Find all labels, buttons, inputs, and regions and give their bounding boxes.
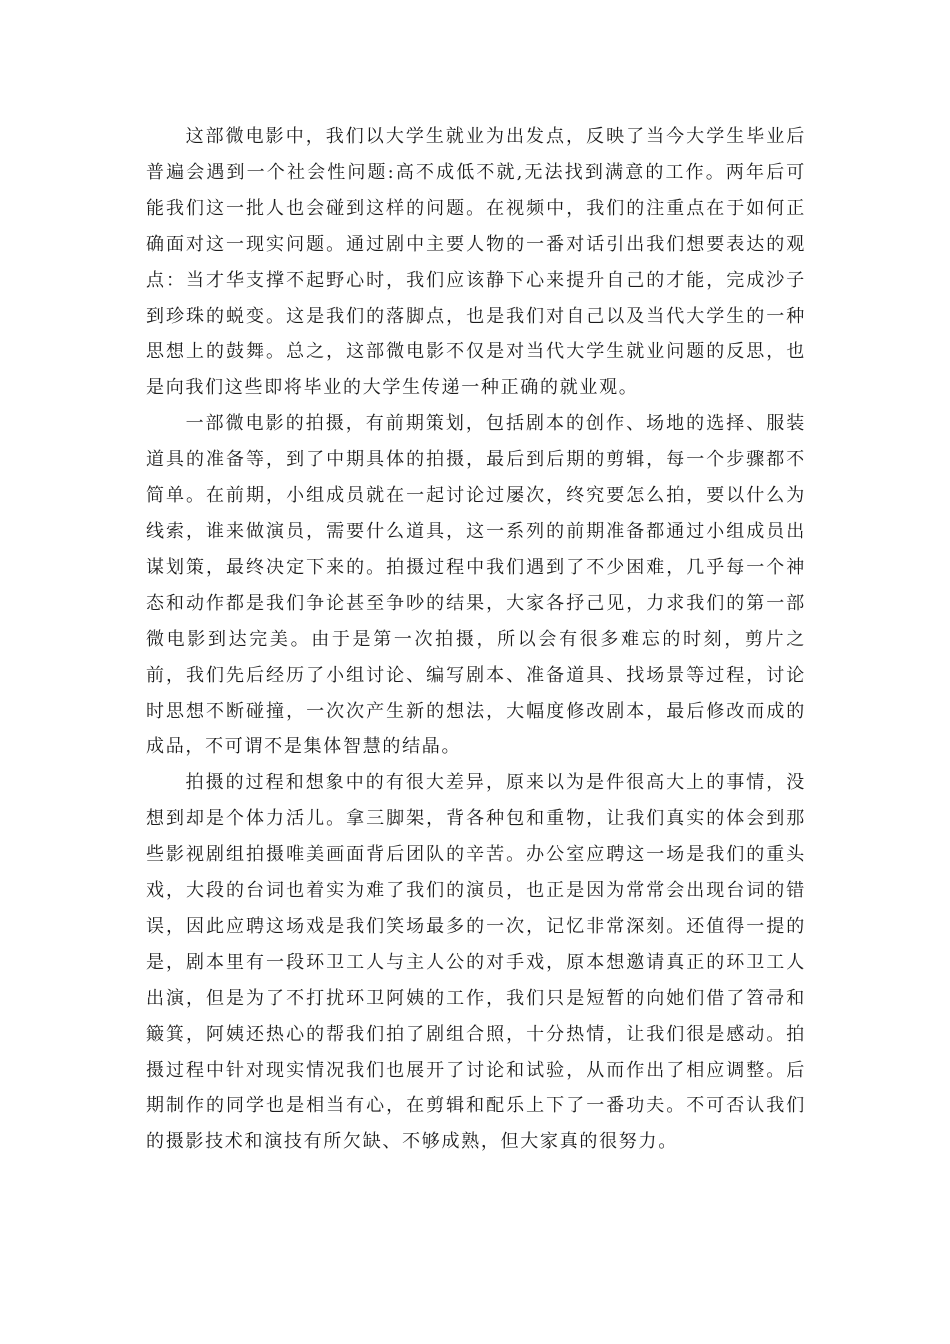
document-body <box>146 119 806 1160</box>
paragraph-filming: 拍摄的过程和想象中的有很大差异，原来以为是件很高大上的事情，没想到却是个体力活儿。拿三脚架，背各种包和重物，让我们真实的体会到那些影视剧组拍摄唯美画面背后团队的辛苦。办公室应聘这一场是我们的重头戏，大段的台词也着实为难了我们的演员，也正是因为常常会出现台词的错误，因此应聘这场戏是我们笑场最多的一次，记忆非常深刻。还值得一提的是，剧本里有一段环卫工人与主人公的对手戏，原本想邀请真正的环卫工人出演，但是为了不打扰环卫阿姨的工作，我们只是短暂的向她们借了笤帚和簸箕，阿姨还热心的帮我们拍了剧组合照，十分热情，让我们很是感动。拍摄过程中针对现实情况我们也展开了讨论和试验，从而作出了相应调整。后期制作的同学也是相当有心，在剪辑和配乐上下了一番功夫。不可否认我们的摄影技术和演技有所欠缺、不够成熟，但大家真的很努力。 <box>146 772 806 1153</box>
paragraph-preparation: 一部微电影的拍摄，有前期策划，包括剧本的创作、场地的选择、服装道具的准备等，到了中期具体的拍摄，最后到后期的剪辑，每一个步骤都不简单。在前期，小组成员就在一起讨论过屡次，终究要怎么拍，要以什么为线索，谁来做演员，需要什么道具，这一系列的前期准备都通过小组成员出谋划策，最终决定下来的。拍摄过程中我们遇到了不少困难，几乎每一个神态和动作都是我们争论甚至争吵的结果，大家各抒己见，力求我们的第一部微电影到达完美。由于是第一次拍摄，所以会有很多难忘的时刻，剪片之前，我们先后经历了小组讨论、编写剧本、准备道具、找场景等过程，讨论时思想不断碰撞，一次次产生新的想法，大幅度修改剧本，最后修改而成的成品，不可谓不是集体智慧的结晶。 <box>146 413 806 758</box>
paragraph-theme: 这部微电影中，我们以大学生就业为出发点，反映了当今大学生毕业后普遍会遇到一个社会性问题:高不成低不就,无法找到满意的工作。两年后可能我们这一批人也会碰到这样的问题。在视频中，我们的注重点在于如何正确面对这一现实问题。通过剧中主要人物的一番对话引出我们想要表达的观点：当才华支撑不起野心时，我们应该静下心来提升自己的才能，完成沙子到珍珠的蜕变。这是我们的落脚点，也是我们对自己以及当代大学生的一种思想上的鼓舞。总之，这部微电影不仅是对当代大学生就业问题的反思，也是向我们这些即将毕业的大学生传递一种正确的就业观。 <box>146 126 806 399</box>
